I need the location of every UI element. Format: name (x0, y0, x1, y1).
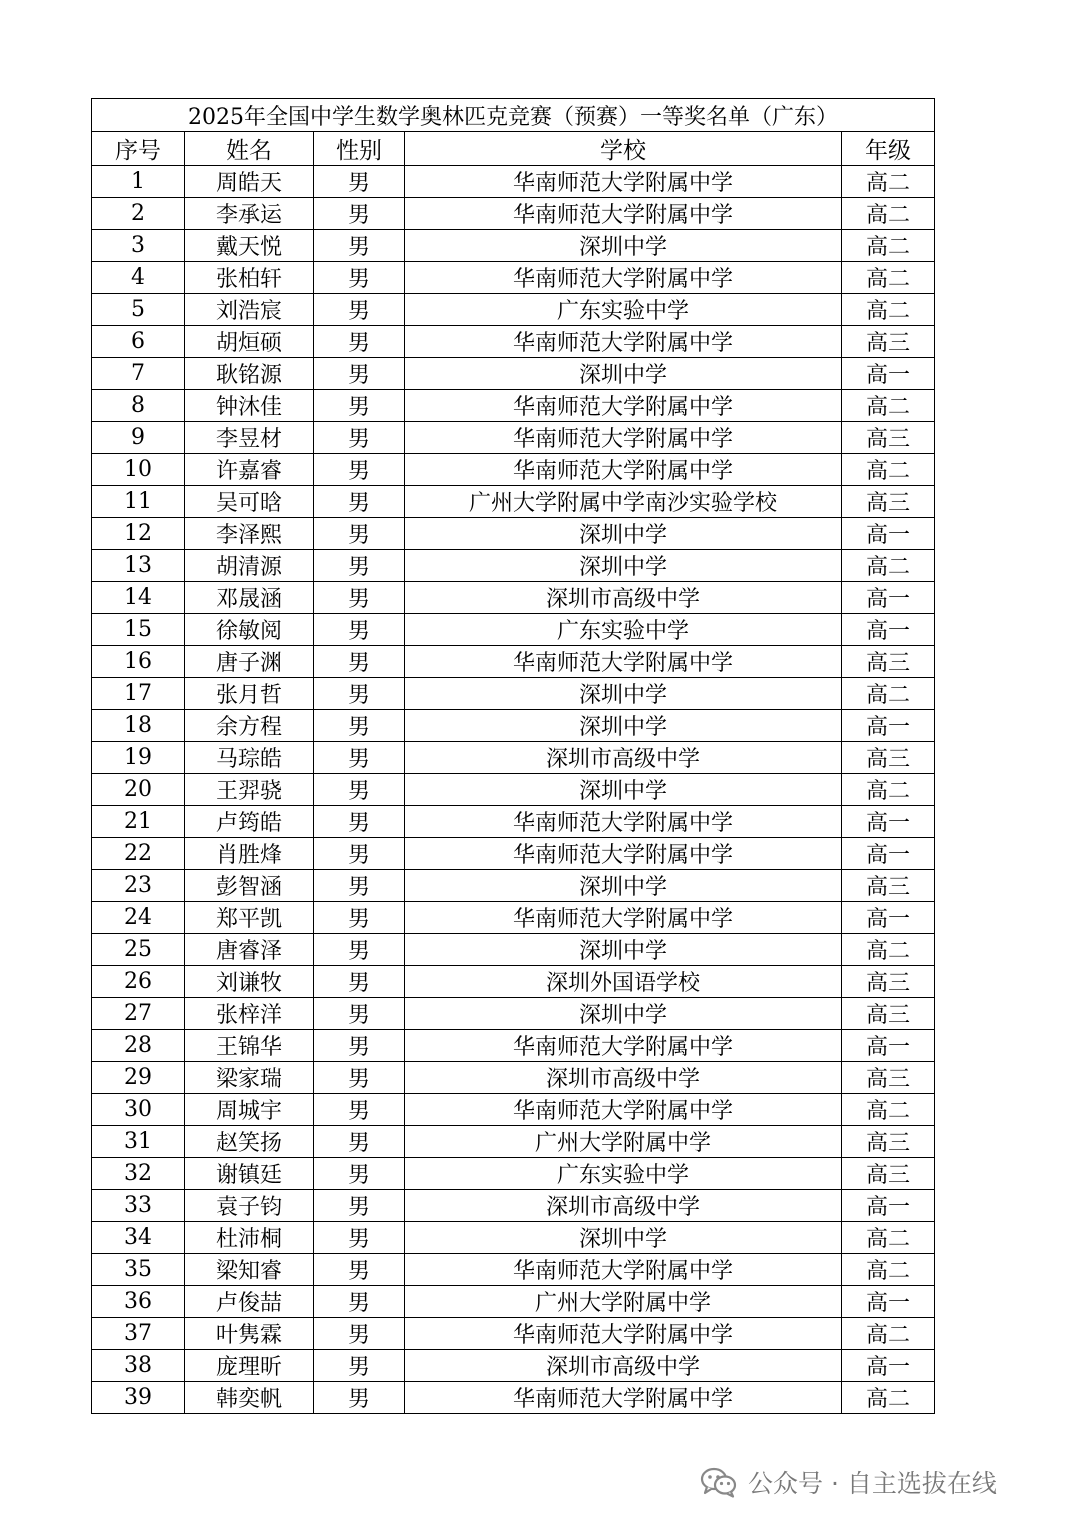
table-row (92, 742, 935, 774)
serial-number-cell: 4 (92, 262, 185, 294)
gender-cell: 男 (314, 774, 405, 806)
serial-number-cell: 32 (92, 1158, 185, 1190)
school-cell: 华南师范大学附属中学 (405, 1094, 842, 1126)
table-row (92, 806, 935, 838)
serial-number-cell: 19 (92, 742, 185, 774)
gender-cell: 男 (314, 198, 405, 230)
gender-cell: 男 (314, 422, 405, 454)
gender-cell: 男 (314, 550, 405, 582)
grade-cell: 高一 (842, 358, 935, 390)
grade-cell: 高一 (842, 710, 935, 742)
serial-number-cell: 20 (92, 774, 185, 806)
school-cell: 广州大学附属中学 (405, 1286, 842, 1318)
serial-number-cell: 24 (92, 902, 185, 934)
school-cell: 深圳中学 (405, 870, 842, 902)
gender-cell: 男 (314, 1382, 405, 1414)
grade-cell: 高一 (842, 518, 935, 550)
school-cell: 华南师范大学附属中学 (405, 902, 842, 934)
gender-cell: 男 (314, 966, 405, 998)
grade-cell: 高二 (842, 774, 935, 806)
school-cell: 华南师范大学附属中学 (405, 198, 842, 230)
serial-number-cell: 33 (92, 1190, 185, 1222)
school-cell: 深圳中学 (405, 710, 842, 742)
header-school: 学校 (405, 132, 842, 166)
grade-cell: 高二 (842, 1094, 935, 1126)
grade-cell: 高一 (842, 902, 935, 934)
serial-number-cell: 12 (92, 518, 185, 550)
table-row (92, 262, 935, 294)
school-cell: 深圳中学 (405, 678, 842, 710)
gender-cell: 男 (314, 166, 405, 198)
gender-cell: 男 (314, 454, 405, 486)
school-cell: 深圳市高级中学 (405, 1350, 842, 1382)
gender-cell: 男 (314, 262, 405, 294)
watermark-text: 公众号 · 自主选拔在线 (748, 1469, 997, 1498)
grade-cell: 高三 (842, 326, 935, 358)
gender-cell: 男 (314, 902, 405, 934)
gender-cell: 男 (314, 678, 405, 710)
table-row (92, 486, 935, 518)
table-row (92, 1190, 935, 1222)
name-cell: 韩奕帆 (185, 1382, 314, 1414)
grade-cell: 高二 (842, 294, 935, 326)
grade-cell: 高二 (842, 934, 935, 966)
serial-number-cell: 2 (92, 198, 185, 230)
grade-cell: 高二 (842, 1382, 935, 1414)
school-cell: 华南师范大学附属中学 (405, 806, 842, 838)
gender-cell: 男 (314, 1094, 405, 1126)
name-cell: 梁知睿 (185, 1254, 314, 1286)
name-cell: 杜沛桐 (185, 1222, 314, 1254)
name-cell: 梁家瑞 (185, 1062, 314, 1094)
gender-cell: 男 (314, 326, 405, 358)
name-cell: 庞理昕 (185, 1350, 314, 1382)
serial-number-cell: 38 (92, 1350, 185, 1382)
grade-cell: 高一 (842, 1350, 935, 1382)
table-row (92, 230, 935, 262)
school-cell: 广东实验中学 (405, 1158, 842, 1190)
serial-number-cell: 7 (92, 358, 185, 390)
grade-cell: 高三 (842, 422, 935, 454)
name-cell: 胡烜硕 (185, 326, 314, 358)
school-cell: 华南师范大学附属中学 (405, 1382, 842, 1414)
serial-number-cell: 26 (92, 966, 185, 998)
school-cell: 华南师范大学附属中学 (405, 390, 842, 422)
name-cell: 赵笑扬 (185, 1126, 314, 1158)
name-cell: 张柏轩 (185, 262, 314, 294)
gender-cell: 男 (314, 358, 405, 390)
table-row (92, 198, 935, 230)
table-row (92, 870, 935, 902)
grade-cell: 高三 (842, 966, 935, 998)
table-body (92, 166, 935, 1414)
table-title: 2025年全国中学生数学奥林匹克竞赛（预赛）一等奖名单（广东） (92, 99, 935, 132)
table-row (92, 1382, 935, 1414)
serial-number-cell: 6 (92, 326, 185, 358)
school-cell: 深圳中学 (405, 1222, 842, 1254)
serial-number-cell: 37 (92, 1318, 185, 1350)
name-cell: 李泽熙 (185, 518, 314, 550)
grade-cell: 高三 (842, 646, 935, 678)
gender-cell: 男 (314, 646, 405, 678)
name-cell: 吴可晗 (185, 486, 314, 518)
grade-cell: 高三 (842, 742, 935, 774)
school-cell: 广州大学附属中学南沙实验学校 (405, 486, 842, 518)
serial-number-cell: 22 (92, 838, 185, 870)
name-cell: 钟沐佳 (185, 390, 314, 422)
gender-cell: 男 (314, 710, 405, 742)
table-row (92, 518, 935, 550)
wechat-icon (700, 1466, 738, 1498)
grade-cell: 高二 (842, 390, 935, 422)
table-row (92, 166, 935, 198)
grade-cell: 高一 (842, 614, 935, 646)
serial-number-cell: 15 (92, 614, 185, 646)
gender-cell: 男 (314, 1062, 405, 1094)
title-row (92, 99, 935, 132)
gender-cell: 男 (314, 1030, 405, 1062)
serial-number-cell: 28 (92, 1030, 185, 1062)
gender-cell: 男 (314, 582, 405, 614)
name-cell: 彭智涵 (185, 870, 314, 902)
serial-number-cell: 16 (92, 646, 185, 678)
grade-cell: 高二 (842, 1222, 935, 1254)
school-cell: 广东实验中学 (405, 614, 842, 646)
name-cell: 张月哲 (185, 678, 314, 710)
grade-cell: 高一 (842, 806, 935, 838)
name-cell: 周皓天 (185, 166, 314, 198)
grade-cell: 高三 (842, 998, 935, 1030)
school-cell: 深圳市高级中学 (405, 1190, 842, 1222)
table-row (92, 454, 935, 486)
serial-number-cell: 31 (92, 1126, 185, 1158)
grade-cell: 高二 (842, 230, 935, 262)
gender-cell: 男 (314, 230, 405, 262)
school-cell: 深圳中学 (405, 230, 842, 262)
name-cell: 胡清源 (185, 550, 314, 582)
serial-number-cell: 39 (92, 1382, 185, 1414)
name-cell: 周城宇 (185, 1094, 314, 1126)
name-cell: 卢筠皓 (185, 806, 314, 838)
gender-cell: 男 (314, 742, 405, 774)
table-row (92, 1126, 935, 1158)
serial-number-cell: 18 (92, 710, 185, 742)
name-cell: 卢俊喆 (185, 1286, 314, 1318)
grade-cell: 高一 (842, 1286, 935, 1318)
table-row (92, 678, 935, 710)
serial-number-cell: 17 (92, 678, 185, 710)
name-cell: 张梓洋 (185, 998, 314, 1030)
name-cell: 袁子钧 (185, 1190, 314, 1222)
table-row (92, 710, 935, 742)
table-row (92, 646, 935, 678)
grade-cell: 高三 (842, 870, 935, 902)
gender-cell: 男 (314, 998, 405, 1030)
table-row (92, 1158, 935, 1190)
table-row (92, 1254, 935, 1286)
name-cell: 王羿骁 (185, 774, 314, 806)
grade-cell: 高二 (842, 1318, 935, 1350)
name-cell: 肖胜烽 (185, 838, 314, 870)
serial-number-cell: 21 (92, 806, 185, 838)
table-row (92, 1030, 935, 1062)
gender-cell: 男 (314, 870, 405, 902)
school-cell: 深圳市高级中学 (405, 582, 842, 614)
school-cell: 深圳市高级中学 (405, 742, 842, 774)
school-cell: 深圳外国语学校 (405, 966, 842, 998)
serial-number-cell: 5 (92, 294, 185, 326)
table-row (92, 838, 935, 870)
school-cell: 华南师范大学附属中学 (405, 1030, 842, 1062)
grade-cell: 高二 (842, 166, 935, 198)
header-row (92, 132, 935, 166)
name-cell: 唐子渊 (185, 646, 314, 678)
gender-cell: 男 (314, 1222, 405, 1254)
gender-cell: 男 (314, 614, 405, 646)
grade-cell: 高一 (842, 1030, 935, 1062)
table-row (92, 358, 935, 390)
serial-number-cell: 27 (92, 998, 185, 1030)
grade-cell: 高二 (842, 678, 935, 710)
name-cell: 余方程 (185, 710, 314, 742)
serial-number-cell: 14 (92, 582, 185, 614)
school-cell: 华南师范大学附属中学 (405, 646, 842, 678)
table-row (92, 326, 935, 358)
school-cell: 华南师范大学附属中学 (405, 1254, 842, 1286)
school-cell: 深圳中学 (405, 934, 842, 966)
serial-number-cell: 1 (92, 166, 185, 198)
gender-cell: 男 (314, 1318, 405, 1350)
serial-number-cell: 25 (92, 934, 185, 966)
gender-cell: 男 (314, 486, 405, 518)
serial-number-cell: 29 (92, 1062, 185, 1094)
serial-number-cell: 23 (92, 870, 185, 902)
grade-cell: 高一 (842, 838, 935, 870)
table-row (92, 934, 935, 966)
gender-cell: 男 (314, 838, 405, 870)
gender-cell: 男 (314, 934, 405, 966)
serial-number-cell: 8 (92, 390, 185, 422)
table-row (92, 1222, 935, 1254)
gender-cell: 男 (314, 1158, 405, 1190)
table-row (92, 966, 935, 998)
table-row (92, 294, 935, 326)
table-row (92, 1062, 935, 1094)
gender-cell: 男 (314, 294, 405, 326)
table-row (92, 998, 935, 1030)
grade-cell: 高二 (842, 262, 935, 294)
school-cell: 华南师范大学附属中学 (405, 1318, 842, 1350)
grade-cell: 高三 (842, 1126, 935, 1158)
school-cell: 深圳中学 (405, 998, 842, 1030)
gender-cell: 男 (314, 1286, 405, 1318)
name-cell: 马琮皓 (185, 742, 314, 774)
grade-cell: 高一 (842, 582, 935, 614)
school-cell: 广东实验中学 (405, 294, 842, 326)
table-row (92, 550, 935, 582)
table-row (92, 1094, 935, 1126)
serial-number-cell: 13 (92, 550, 185, 582)
school-cell: 深圳中学 (405, 774, 842, 806)
header-serial-number: 序号 (92, 132, 185, 166)
school-cell: 华南师范大学附属中学 (405, 326, 842, 358)
school-cell: 华南师范大学附属中学 (405, 166, 842, 198)
name-cell: 耿铭源 (185, 358, 314, 390)
award-list-table (91, 98, 935, 1414)
name-cell: 王锦华 (185, 1030, 314, 1062)
header-name: 姓名 (185, 132, 314, 166)
school-cell: 广州大学附属中学 (405, 1126, 842, 1158)
grade-cell: 高二 (842, 454, 935, 486)
table-row (92, 1318, 935, 1350)
school-cell: 深圳市高级中学 (405, 1062, 842, 1094)
gender-cell: 男 (314, 1126, 405, 1158)
watermark (700, 1462, 997, 1502)
name-cell: 徐敏阅 (185, 614, 314, 646)
gender-cell: 男 (314, 1350, 405, 1382)
table-row (92, 1350, 935, 1382)
header-gender: 性别 (314, 132, 405, 166)
school-cell: 深圳中学 (405, 358, 842, 390)
name-cell: 李昱材 (185, 422, 314, 454)
name-cell: 郑平凯 (185, 902, 314, 934)
table-row (92, 390, 935, 422)
name-cell: 李承运 (185, 198, 314, 230)
school-cell: 深圳中学 (405, 550, 842, 582)
grade-cell: 高三 (842, 486, 935, 518)
table-row (92, 1286, 935, 1318)
gender-cell: 男 (314, 806, 405, 838)
header-grade: 年级 (842, 132, 935, 166)
gender-cell: 男 (314, 1254, 405, 1286)
serial-number-cell: 35 (92, 1254, 185, 1286)
grade-cell: 高三 (842, 1158, 935, 1190)
name-cell: 邓晟涵 (185, 582, 314, 614)
name-cell: 唐睿泽 (185, 934, 314, 966)
gender-cell: 男 (314, 518, 405, 550)
serial-number-cell: 11 (92, 486, 185, 518)
name-cell: 叶隽霖 (185, 1318, 314, 1350)
name-cell: 谢镇廷 (185, 1158, 314, 1190)
serial-number-cell: 10 (92, 454, 185, 486)
table-row (92, 614, 935, 646)
serial-number-cell: 34 (92, 1222, 185, 1254)
school-cell: 华南师范大学附属中学 (405, 262, 842, 294)
gender-cell: 男 (314, 390, 405, 422)
serial-number-cell: 36 (92, 1286, 185, 1318)
serial-number-cell: 30 (92, 1094, 185, 1126)
name-cell: 许嘉睿 (185, 454, 314, 486)
table-row (92, 902, 935, 934)
school-cell: 华南师范大学附属中学 (405, 838, 842, 870)
grade-cell: 高二 (842, 550, 935, 582)
table-row (92, 422, 935, 454)
serial-number-cell: 3 (92, 230, 185, 262)
grade-cell: 高二 (842, 1254, 935, 1286)
serial-number-cell: 9 (92, 422, 185, 454)
table-row (92, 582, 935, 614)
grade-cell: 高一 (842, 1190, 935, 1222)
school-cell: 华南师范大学附属中学 (405, 454, 842, 486)
name-cell: 刘浩宸 (185, 294, 314, 326)
school-cell: 华南师范大学附属中学 (405, 422, 842, 454)
school-cell: 深圳中学 (405, 518, 842, 550)
name-cell: 戴天悦 (185, 230, 314, 262)
grade-cell: 高二 (842, 198, 935, 230)
grade-cell: 高三 (842, 1062, 935, 1094)
table-row (92, 774, 935, 806)
gender-cell: 男 (314, 1190, 405, 1222)
name-cell: 刘谦牧 (185, 966, 314, 998)
